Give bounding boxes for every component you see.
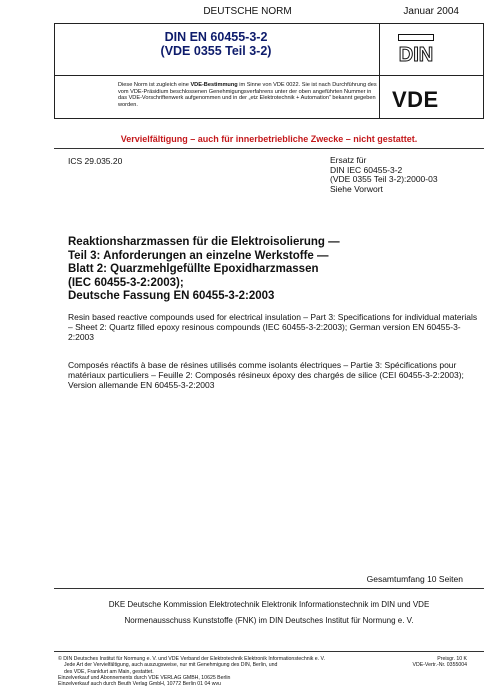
ics-code: ICS 29.035.20 [68, 156, 123, 166]
document-number-block [54, 30, 378, 58]
committee-fnk: Normenausschuss Kunststoffe (FNK) im DIN Deutsches Institut für Normung e. V. [124, 616, 414, 625]
title-german: Reaktionsharzmassen für die Elektroisolierung — Teil 3: Anforderungen an einzelne Werkstoffe — Blatt 2: Quarzmehlgefüllte Epoxidharzmassen (IEC 60455-3-2:2003); Deutsche Fassung EN 60455-3-2:2003 [68, 236, 340, 302]
title-english: Resin based reactive compounds used for electrical insulation – Part 3: Specifications for individual materials – Sheet 2: Quartz filled epoxy resinous compounds (IEC 60455-3-2:2003); German version EN 60455-3-2:2003 [68, 312, 478, 343]
din-logo-text: DIN [398, 44, 434, 64]
vde-notice: Diese Norm ist zugleich eine VDE-Bestimmung im Sinne von VDE 0022. Sie ist nach Durchführung des vom VDE-Präsidium beschlossenen Genehmigungsverfahrens unter der oben angeführten Nummer in das VDE-Vorschriftenwerk aufgenommen und in der „etz Elektrotechnik + Automation“ bekannt gegeben worden. [118, 82, 377, 108]
vde-number: (VDE 0355 Teil 3-2) [160, 44, 272, 58]
total-pages: Gesamtumfang 10 Seiten [366, 574, 463, 584]
reproduction-notice: Vervielfältigung – auch für innerbetriebliche Zwecke – nicht gestattet. [120, 134, 418, 144]
document-number: DIN EN 60455-3-2 [164, 30, 268, 44]
footer-price: Preisgr. 10 K VDE-Vertr.-Nr. 0355004 [412, 656, 467, 669]
header-series: DEUTSCHE NORM [203, 6, 292, 17]
replacement-info: Ersatz für DIN IEC 60455-3-2 (VDE 0355 Teil 3-2):2000-03 Siehe Vorwort [330, 155, 438, 194]
divider [54, 651, 484, 652]
committee-dke: DKE Deutsche Kommission Elektrotechnik Elektronik Informationstechnik im DIN und VDE [108, 600, 430, 609]
vde-logo: VDE [392, 87, 439, 112]
header-date: Januar 2004 [403, 6, 459, 17]
din-logo [398, 34, 434, 64]
divider [54, 588, 484, 589]
divider [54, 148, 484, 149]
footer-copyright: © DIN Deutsches Institut für Normung e. V. und VDE Verband der Elektrotechnik Elektronik Informationstechnik e. V. Jede Art der Vervielfältigung, auch auszugsweise, nur mit Genehmigung des DIN, Berlin, und des VDE, Frankfurt am Main, gestattet. Einzelverkauf und Abonnements durch VDE VERLAG GMBH, 10625 Berlin Einzelverkauf auch durch Beuth Verlag GmbH, 10772 Berlin 01 04 wvu [58, 656, 325, 688]
title-french: Composés réactifs à base de résines utilisés comme isolants électriques – Partie 3: Spécifications pour matériaux particuliers – Feuille 2: Composés résineux époxy des chargés de silice (CEI 60455-3-2:2003); Version allemande EN 60455-3-2:2003 [68, 360, 464, 391]
